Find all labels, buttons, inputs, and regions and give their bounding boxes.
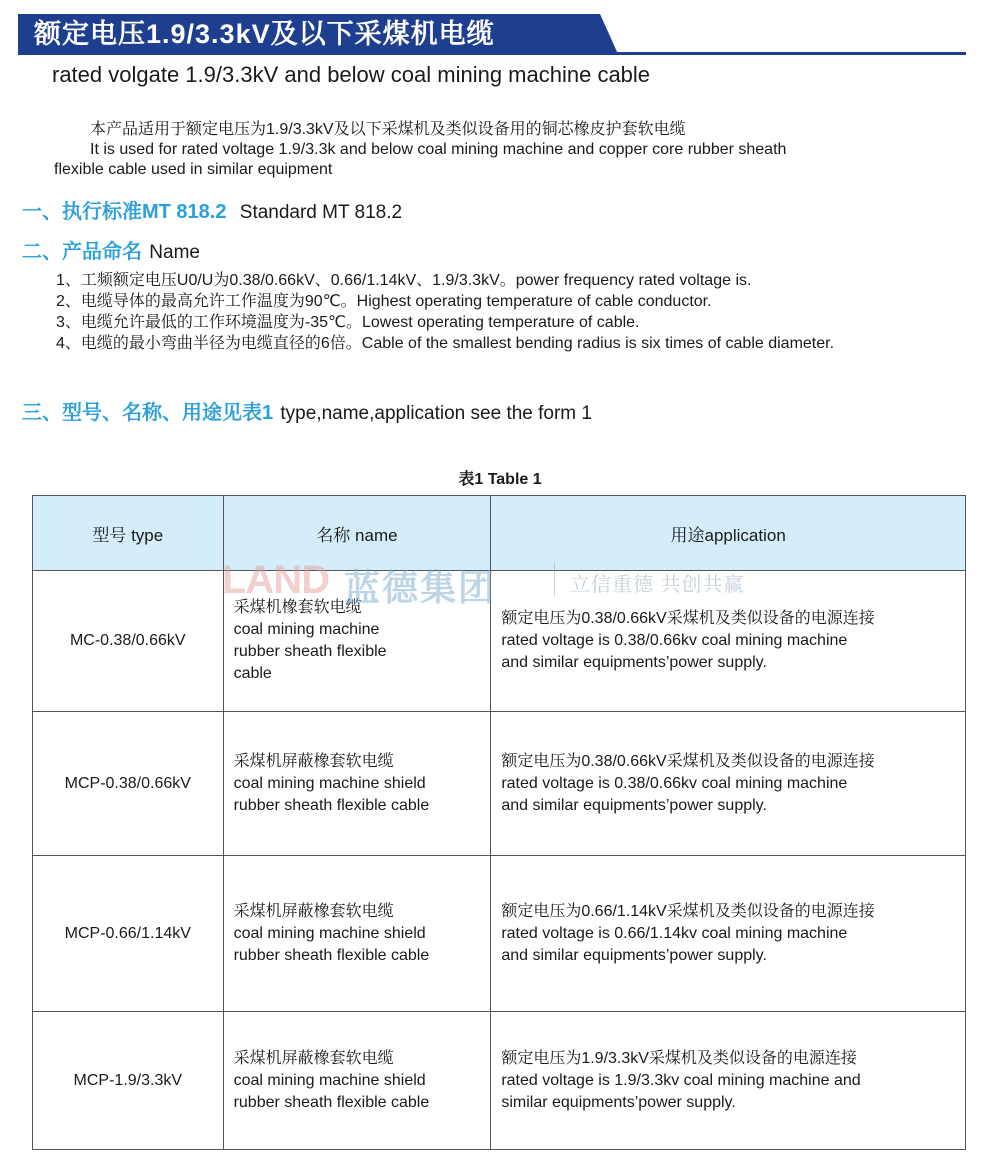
note-item: 4、电缆的最小弯曲半径为电缆直径的6倍。Cable of the smallest bending radius is six times of cable diameter.: [56, 335, 835, 352]
name-line: coal mining machine: [233, 621, 380, 638]
header-application: 用途application: [491, 496, 966, 571]
cell-model: MCP-1.9/3.3kV: [33, 1012, 224, 1150]
cell-name: [223, 712, 491, 856]
name-line: coal mining machine shield: [233, 774, 426, 792]
table-row: [33, 1012, 966, 1150]
section-name: [22, 235, 200, 264]
name-line: rubber sheath flexible: [233, 643, 387, 660]
name-line: 采煤机屏蔽橡套软电缆: [233, 902, 394, 920]
cell-name: [223, 856, 491, 1012]
note-item: 2、电缆导体的最高允许工作温度为90℃。Highest operating temperature of cable conductor.: [56, 293, 712, 310]
name-line: 采煤机屏蔽橡套软电缆: [233, 752, 394, 770]
section-name-en: Name: [149, 242, 200, 263]
section-standard-en: Standard MT 818.2: [239, 202, 403, 223]
use-line: 额定电压为1.9/3.3kV采煤机及类似设备的电源连接: [501, 1049, 857, 1067]
use-line: rated voltage is 1.9/3.3kv coal mining machine and: [501, 1071, 861, 1089]
header-name: 名称 name: [223, 496, 491, 571]
use-line: 额定电压为0.66/1.14kV采煤机及类似设备的电源连接: [501, 902, 875, 920]
section-table-ref-cn: 三、型号、名称、用途见表1: [22, 402, 274, 424]
use-line: 额定电压为0.38/0.66kV采煤机及类似设备的电源连接: [501, 610, 875, 627]
intro-line-en-1: It is used for rated voltage 1.9/3.3k and below coal mining machine and copper core rubber sheath: [90, 141, 787, 158]
cell-name: [223, 1012, 491, 1150]
name-line: coal mining machine shield: [233, 1071, 426, 1089]
note-item: 1、工频额定电压U0/U为0.38/0.66kV、0.66/1.14kV、1.9/3.3kV。power frequency rated voltage is.: [56, 272, 752, 289]
intro-paragraph: [54, 120, 964, 180]
cell-model: MCP-0.38/0.66kV: [33, 712, 224, 856]
section-name-cn: 二、产品命名: [22, 241, 142, 263]
section-table-ref: [22, 396, 592, 425]
note-item: 3、电缆允许最低的工作环境温度为-35℃。Lowest operating temperature of cable.: [56, 314, 640, 331]
use-line: and similar equipments’power supply.: [501, 654, 767, 671]
cell-application: [491, 856, 966, 1012]
name-line: coal mining machine shield: [233, 924, 426, 942]
name-line: 采煤机橡套软电缆: [233, 599, 362, 616]
name-line: rubber sheath flexible cable: [233, 796, 430, 814]
cell-application: [491, 712, 966, 856]
section-standard: [22, 195, 402, 224]
table-caption: 表1 Table 1: [458, 471, 542, 488]
name-line: 采煤机屏蔽橡套软电缆: [233, 1049, 394, 1067]
name-line: cable: [233, 665, 272, 682]
use-line: rated voltage is 0.38/0.66kv coal mining machine: [501, 632, 848, 649]
table-header-row: [33, 496, 966, 571]
cable-spec-table: [32, 495, 966, 1150]
naming-notes: [56, 270, 834, 354]
cell-model: MCP-0.66/1.14kV: [33, 856, 224, 1012]
use-line: 额定电压为0.38/0.66kV采煤机及类似设备的电源连接: [501, 752, 875, 770]
watermark-logo: LAND: [222, 558, 330, 602]
header-type: 型号 type: [33, 496, 224, 571]
use-line: rated voltage is 0.66/1.14kv coal mining machine: [501, 924, 848, 942]
use-line: and similar equipments’power supply.: [501, 946, 767, 964]
intro-line-cn: 本产品适用于额定电压为1.9/3.3kV及以下采煤机及类似设备用的铜芯橡皮护套软电缆: [90, 121, 686, 138]
cell-name: [223, 571, 491, 712]
cell-model: MC-0.38/0.66kV: [33, 571, 224, 712]
section-table-ref-en: type,name,application see the form 1: [280, 403, 592, 424]
name-line: rubber sheath flexible cable: [233, 946, 430, 964]
table-row: [33, 712, 966, 856]
cell-application: [491, 1012, 966, 1150]
page-title: 额定电压1.9/3.3kV及以下采煤机电缆: [34, 19, 495, 49]
watermark-slogan: 立信重德 共创共赢: [570, 574, 745, 596]
use-line: rated voltage is 0.38/0.66kv coal mining machine: [501, 774, 848, 792]
use-line: similar equipments’power supply.: [501, 1093, 736, 1111]
name-line: rubber sheath flexible cable: [233, 1093, 430, 1111]
watermark-company-name: 蓝德集团: [344, 567, 497, 608]
page-subtitle: rated volgate 1.9/3.3kV and below coal mining machine cable: [52, 62, 651, 87]
table-row: [33, 856, 966, 1012]
intro-line-en-2: flexible cable used in similar equipment: [54, 161, 333, 178]
title-underline: [18, 52, 966, 55]
use-line: and similar equipments’power supply.: [501, 796, 767, 814]
section-standard-cn: 一、执行标准MT 818.2: [22, 201, 227, 223]
table-row: [33, 571, 966, 712]
cell-application: [491, 571, 966, 712]
